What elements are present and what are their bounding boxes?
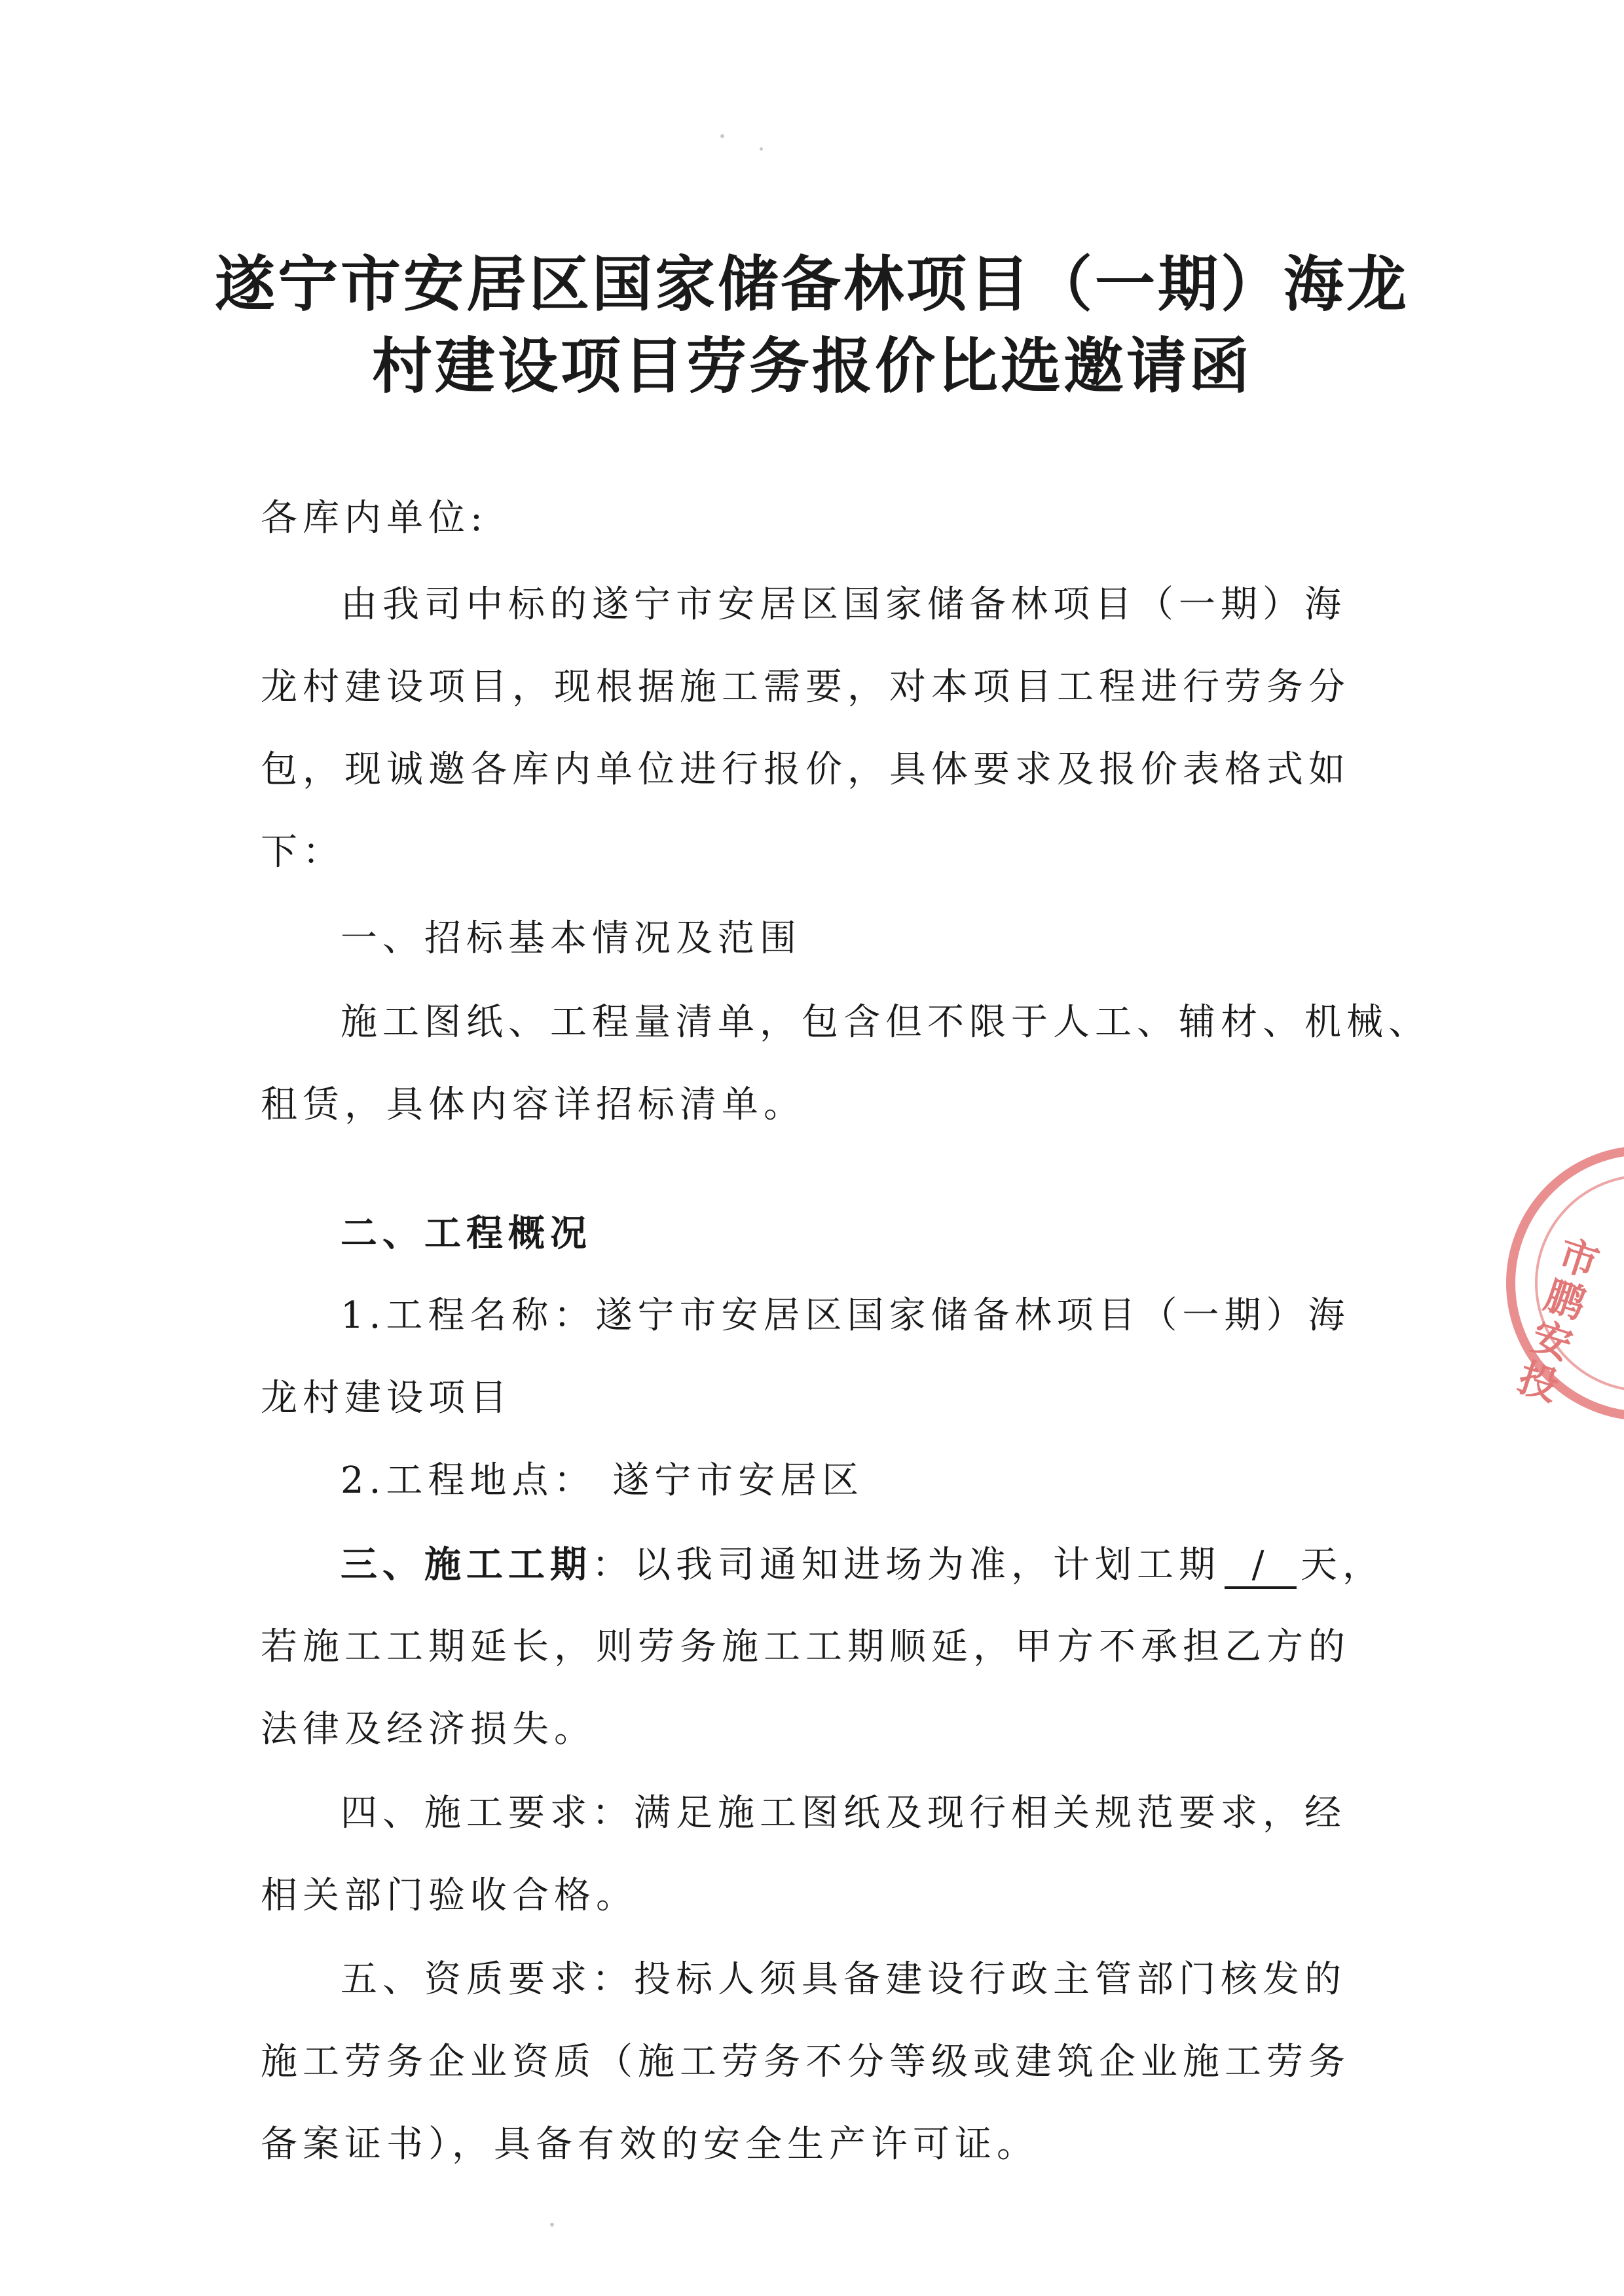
section3-heading: 三、施工工期 xyxy=(341,1543,592,1586)
section5-line-1: 五、资质要求：投标人须具备建设行政主管部门核发的 xyxy=(341,1958,1346,2001)
section1-body-2: 租赁，具体内容详招标清单。 xyxy=(261,1084,805,1126)
intro-line-3: 包，现诚邀各库内单位进行报价，具体要求及报价表格式如 xyxy=(261,748,1350,791)
intro-line-1: 由我司中标的遂宁市安居区国家储备林项目（一期）海 xyxy=(341,583,1346,626)
section3-text-b: 天， xyxy=(1301,1544,1384,1586)
seal-text: 市鹏安投 xyxy=(1506,1230,1604,1410)
scan-speck xyxy=(550,2223,554,2227)
section1-heading: 一、招标基本情况及范围 xyxy=(341,917,802,960)
section3-line-3: 法律及经济损失。 xyxy=(261,1708,596,1751)
project-name-value-cont: 龙村建设项目 xyxy=(261,1377,512,1419)
duration-blank: / xyxy=(1225,1544,1297,1589)
section2-heading: 二、工程概况 xyxy=(341,1212,592,1255)
section1-body-1: 施工图纸、工程量清单，包含但不限于人工、辅材、机械、 xyxy=(341,1001,1430,1044)
section3-line-2: 若施工工期延长，则劳务施工工期顺延，甲方不承担乙方的 xyxy=(261,1626,1350,1668)
scan-speck xyxy=(720,134,724,138)
salutation: 各库内单位: xyxy=(261,497,488,539)
section4-line-1: 四、施工要求：满足施工图纸及现行相关规范要求，经 xyxy=(341,1792,1346,1834)
section3-row xyxy=(341,1539,1447,1592)
project-location-label: 2.工程地点： xyxy=(341,1459,596,1502)
intro-line-2: 龙村建设项目，现根据施工需要，对本项目工程进行劳务分 xyxy=(261,666,1350,708)
intro-line-4: 下： xyxy=(261,831,344,873)
project-location-row xyxy=(341,1455,1447,1507)
company-seal xyxy=(1506,1146,1624,1421)
project-name-value: 遂宁市安居区国家储备林项目（一期）海 xyxy=(595,1294,1350,1337)
title-line-2: 村建设项目劳务报价比选邀请函 xyxy=(371,331,1252,401)
section3-text-a: ：以我司通知进场为准，计划工期 xyxy=(592,1544,1221,1586)
title-line-1: 遂宁市安居区国家储备林项目（一期）海龙 xyxy=(214,249,1409,319)
scan-speck xyxy=(760,147,763,151)
section5-line-3: 备案证书），具备有效的安全生产许可证。 xyxy=(261,2123,1039,2166)
project-name-label: 1.工程名称： xyxy=(341,1294,596,1337)
project-location-value: 遂宁市安居区 xyxy=(612,1459,864,1502)
section4-line-2: 相关部门验收合格。 xyxy=(261,1874,638,1917)
section5-line-2: 施工劳务企业资质（施工劳务不分等级或建筑企业施工劳务 xyxy=(261,2041,1350,2083)
project-name-row xyxy=(341,1290,1447,1342)
